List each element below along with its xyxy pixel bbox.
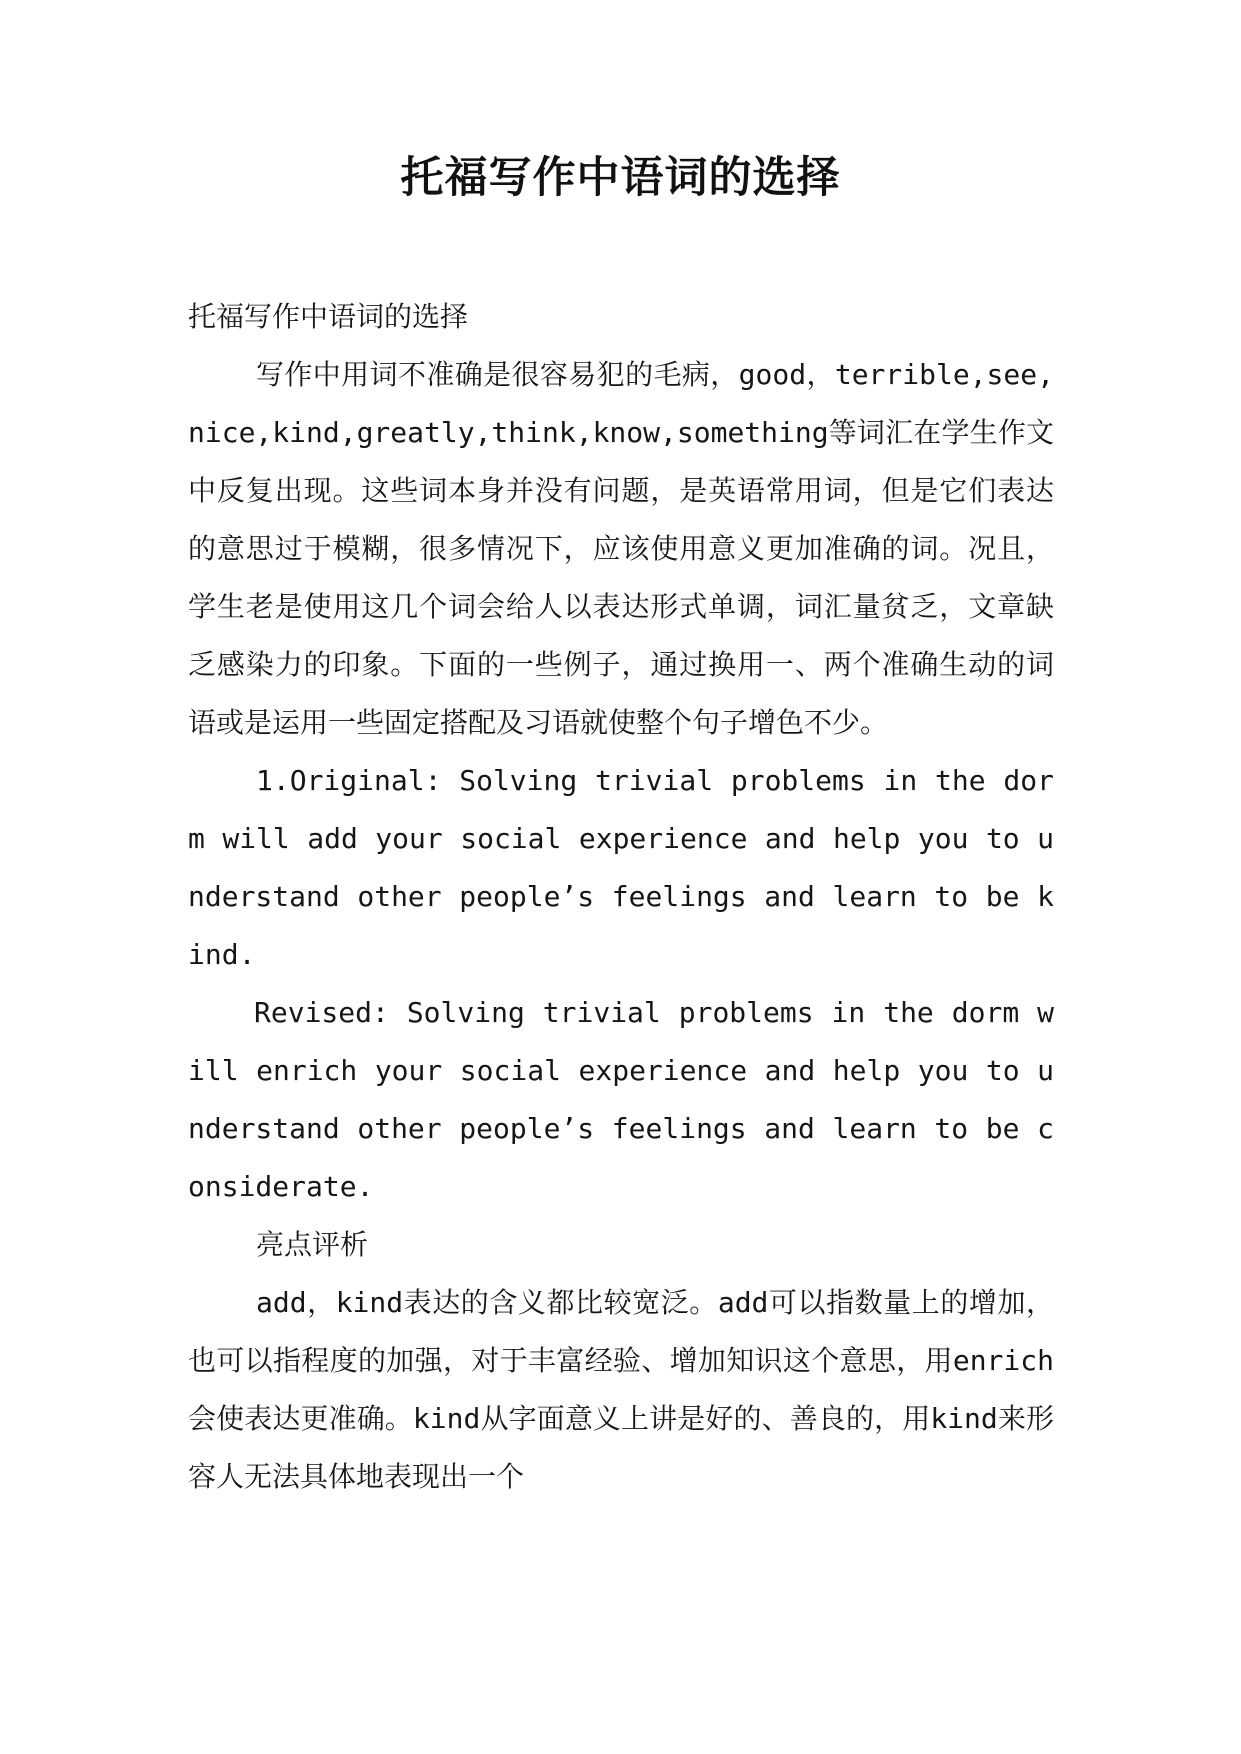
revised-example-paragraph: Revised: Solving trivial problems in the dorm will enrich your social experience and help you to understand other people’s feelings and learn to be considerate. (188, 996, 1054, 1203)
analysis-paragraph: add，kind表达的含义都比较宽泛。add可以指数量上的增加，也可以指程度的加强，对于丰富经验、增加知识这个意思，用enrich会使表达更准确。kind从字面意义上讲是好的、善良的，用kind来形容人无法具体地表现出一个 (188, 1286, 1054, 1493)
original-example-paragraph: 1.Original: Solving trivial problems in the dorm will add your social experience and help you to understand other people’s feelings and learn to be kind. (188, 764, 1054, 971)
document-body (188, 288, 1054, 1506)
document-subtitle: 托福写作中语词的选择 (188, 300, 469, 333)
document-title: 托福写作中语词的选择 (400, 153, 841, 203)
intro-paragraph: 写作中用词不准确是很容易犯的毛病，good，terrible,see,nice,kind,greatly,think,know,something等词汇在学生作文中反复出现。这些词本身并没有问题，是英语常用词，但是它们表达的意思过于模糊，很多情况下，应该使用意义更加准确的词。况且，学生老是使用这几个词会给人以表达形式单调，词汇量贫乏，文章缺乏感染力的印象。下面的一些例子，通过换用一、两个准确生动的词语或是运用一些固定搭配及习语就使整个句子增色不少。 (188, 358, 1054, 739)
analysis-heading: 亮点评析 (256, 1228, 369, 1261)
